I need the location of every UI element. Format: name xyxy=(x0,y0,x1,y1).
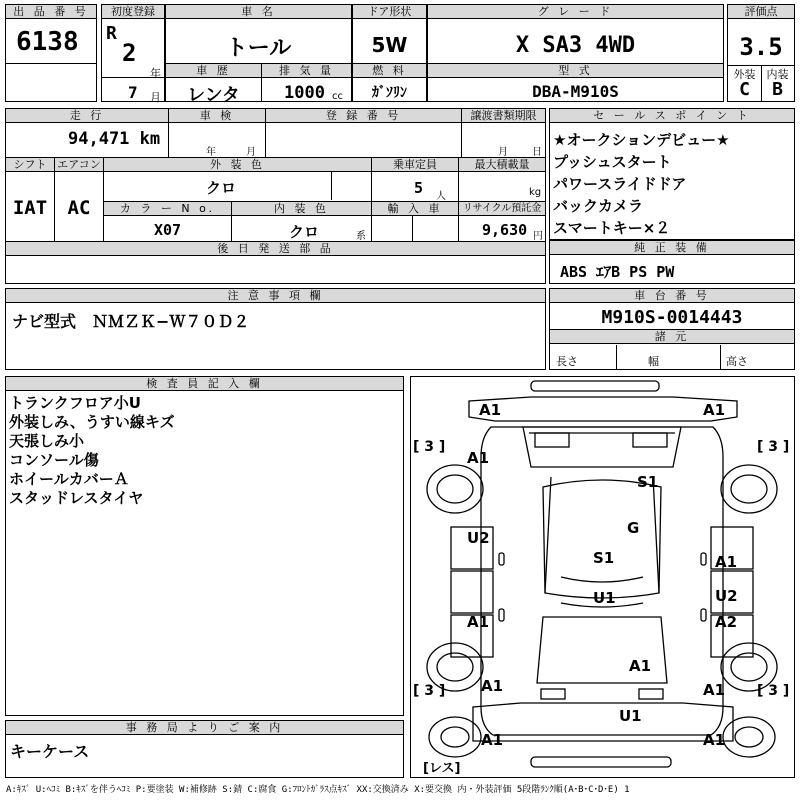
era: R xyxy=(106,23,117,44)
displacement-label: 排 気 量 xyxy=(262,64,351,78)
damage-mark: A1 xyxy=(703,731,726,749)
door-type: 5W xyxy=(371,33,408,57)
int-color: クロ xyxy=(289,223,320,241)
displacement: 1000 xyxy=(284,83,325,103)
selling-point: スマートキー×２ xyxy=(553,219,671,237)
recycle-label: リサイクル預託金 xyxy=(459,202,545,216)
inspection-note: 外装しみ、うすい線キズ xyxy=(9,413,175,431)
aircon: AC xyxy=(67,197,91,219)
int-color-label: 内 装 色 xyxy=(232,202,371,216)
shift-label: シフト xyxy=(6,158,54,172)
notes-box xyxy=(5,288,546,370)
transfer-month: 月 xyxy=(498,147,508,158)
year-unit: 年 xyxy=(150,67,161,80)
score-box xyxy=(727,4,795,102)
model-code: DBA-M910S xyxy=(532,82,619,101)
car-name-box xyxy=(165,4,352,106)
damage-mark: G xyxy=(627,519,640,537)
capacity-unit: 人 xyxy=(436,191,446,202)
damage-mark: U2 xyxy=(467,529,490,547)
car-outline-diagram xyxy=(411,377,794,777)
spare-tire-mark: [レス] xyxy=(423,761,461,776)
width-label: 幅 xyxy=(648,355,659,368)
damage-mark: A1 xyxy=(481,677,504,695)
color-no-label: カ ラ ー N o. xyxy=(104,202,231,216)
exterior-grade: C xyxy=(739,79,750,100)
chassis-number: M910S-0014443 xyxy=(601,307,743,328)
chassis-box xyxy=(549,288,795,370)
ext-color-label: 外 装 色 xyxy=(104,158,371,172)
office-label: 事 務 局 よ り ご 案 内 xyxy=(6,721,403,735)
tire-tread-mark: [ 3 ] xyxy=(413,439,446,455)
inspector-box xyxy=(5,376,404,716)
damage-mark: A1 xyxy=(703,401,726,419)
damage-mark: U2 xyxy=(715,587,738,605)
selling-point: ★オークションデビュー★ xyxy=(553,131,730,149)
reg-month: 7 xyxy=(128,83,138,102)
inspection-month: 月 xyxy=(246,147,256,158)
damage-mark: S1 xyxy=(637,473,659,491)
recycle-unit: 円 xyxy=(533,231,543,242)
max-load-label: 最大積載量 xyxy=(459,158,545,172)
history-label: 車 歴 xyxy=(166,64,261,78)
inspection-note: スタッドレスタイヤ xyxy=(9,489,144,507)
max-load-unit: kg xyxy=(529,187,542,198)
notes-label: 注 意 事 項 欄 xyxy=(6,289,545,303)
capacity: 5 xyxy=(414,179,424,197)
lot-number-box xyxy=(5,4,97,102)
office-box xyxy=(5,720,404,778)
mileage: 94,471 km xyxy=(68,129,161,149)
damage-mark: A1 xyxy=(467,613,490,631)
car-name: トール xyxy=(225,36,292,61)
score: 3.5 xyxy=(739,33,783,61)
import-label: 輸 入 車 xyxy=(372,202,458,216)
inspection-label: 車 検 xyxy=(169,109,265,123)
capacity-label: 乗車定員 xyxy=(372,158,458,172)
damage-mark: U1 xyxy=(593,589,616,607)
shift: IAT xyxy=(12,197,48,219)
inspection-note: コンソール傷 xyxy=(9,451,99,469)
tire-tread-mark: [ 3 ] xyxy=(413,683,446,699)
transfer-day: 日 xyxy=(532,147,542,158)
ext-color: クロ xyxy=(206,179,237,197)
int-color-unit: 系 xyxy=(356,231,366,242)
length-label: 長さ xyxy=(556,355,578,368)
damage-diagram xyxy=(410,376,795,778)
height-label: 高さ xyxy=(726,355,748,368)
lot-number: 6138 xyxy=(16,27,79,57)
interior-grade: B xyxy=(772,79,783,100)
grade: X SA3 4WD xyxy=(515,33,636,58)
vehicle-details-box xyxy=(5,108,546,284)
damage-mark: A1 xyxy=(703,681,726,699)
car-history: レンタ xyxy=(187,85,240,106)
inspector-label: 検 査 員 記 入 欄 xyxy=(6,377,403,391)
fuel-label: 燃 料 xyxy=(353,64,426,78)
door-box xyxy=(352,4,427,102)
interior-label: 内装 xyxy=(766,68,789,81)
equipment-box xyxy=(549,240,795,284)
registration-label: 登 録 番 号 xyxy=(266,109,461,123)
model-label: 型 式 xyxy=(428,64,723,78)
later-parts-label: 後 日 発 送 部 品 xyxy=(6,242,545,256)
first-registration-label: 初度登録 xyxy=(102,5,164,19)
legend: A:ｷｽﾞ U:ﾍｺﾐ B:ｷｽﾞを伴うﾍｺﾐ P:要塗装 W:補修跡 S:錆 C:腐食 G:ﾌﾛﾝﾄｶﾞﾗｽ点ｷｽﾞ XX:交換済み X:要交換 内・外装評価 5段階ﾗﾝｸ順(A･B･C･D･E) 1 xyxy=(6,785,630,795)
damage-mark: A1 xyxy=(467,449,490,467)
ac-label: エアコン xyxy=(55,158,103,172)
selling-points-label: セ ー ル ス ポ イ ン ト xyxy=(550,109,794,123)
selling-points-box xyxy=(549,108,795,240)
exterior-label: 外装 xyxy=(733,68,756,81)
damage-mark: A1 xyxy=(715,553,738,571)
inspection-year: 年 xyxy=(206,147,216,158)
lot-number-label: 出 品 番 号 xyxy=(6,5,96,19)
chassis-label: 車 台 番 号 xyxy=(550,289,794,303)
fuel: ｶﾞｿﾘﾝ xyxy=(372,85,407,101)
displacement-unit: cc xyxy=(332,91,343,102)
inspection-note: 天張しみ小 xyxy=(9,432,85,450)
equipment-label: 純 正 装 備 xyxy=(550,241,794,255)
tire-tread-mark: [ 3 ] xyxy=(757,439,790,455)
score-label: 評価点 xyxy=(728,5,794,19)
reg-year: 2 xyxy=(122,39,137,67)
damage-mark: A1 xyxy=(629,657,652,675)
grade-box xyxy=(427,4,724,102)
door-label: ドア形状 xyxy=(353,5,426,19)
selling-point: プッシュスタート xyxy=(553,153,672,171)
first-registration-box xyxy=(101,4,165,102)
damage-mark: S1 xyxy=(593,549,615,567)
transfer-label: 譲渡書類期限 xyxy=(462,109,545,123)
color-no: X07 xyxy=(154,221,182,239)
car-name-label: 車 名 xyxy=(166,5,351,19)
damage-mark: U1 xyxy=(619,707,642,725)
mileage-label: 走 行 xyxy=(6,109,168,123)
selling-point: パワースライドドア xyxy=(553,175,687,193)
recycle-fee: 9,630 xyxy=(482,221,528,239)
grade-label: グ レ ー ド xyxy=(428,5,723,19)
selling-point: バックカメラ xyxy=(553,197,644,215)
equipment: ABS ｴｱB PS PW xyxy=(560,263,675,281)
month-unit: 月 xyxy=(150,91,161,104)
navi-model-note: ナビ型式 ＮＭＺＫ−Ｗ７０Ｄ２ xyxy=(12,312,250,331)
specs-label: 諸 元 xyxy=(550,330,794,344)
damage-mark: A1 xyxy=(481,731,504,749)
office-note: キーケース xyxy=(10,742,90,761)
damage-mark: A1 xyxy=(479,401,502,419)
inspection-note: トランクフロア小U xyxy=(9,394,141,412)
tire-tread-mark: [ 3 ] xyxy=(757,683,790,699)
damage-mark: A2 xyxy=(715,613,738,631)
inspection-note: ホイールカバーＡ xyxy=(9,470,129,488)
